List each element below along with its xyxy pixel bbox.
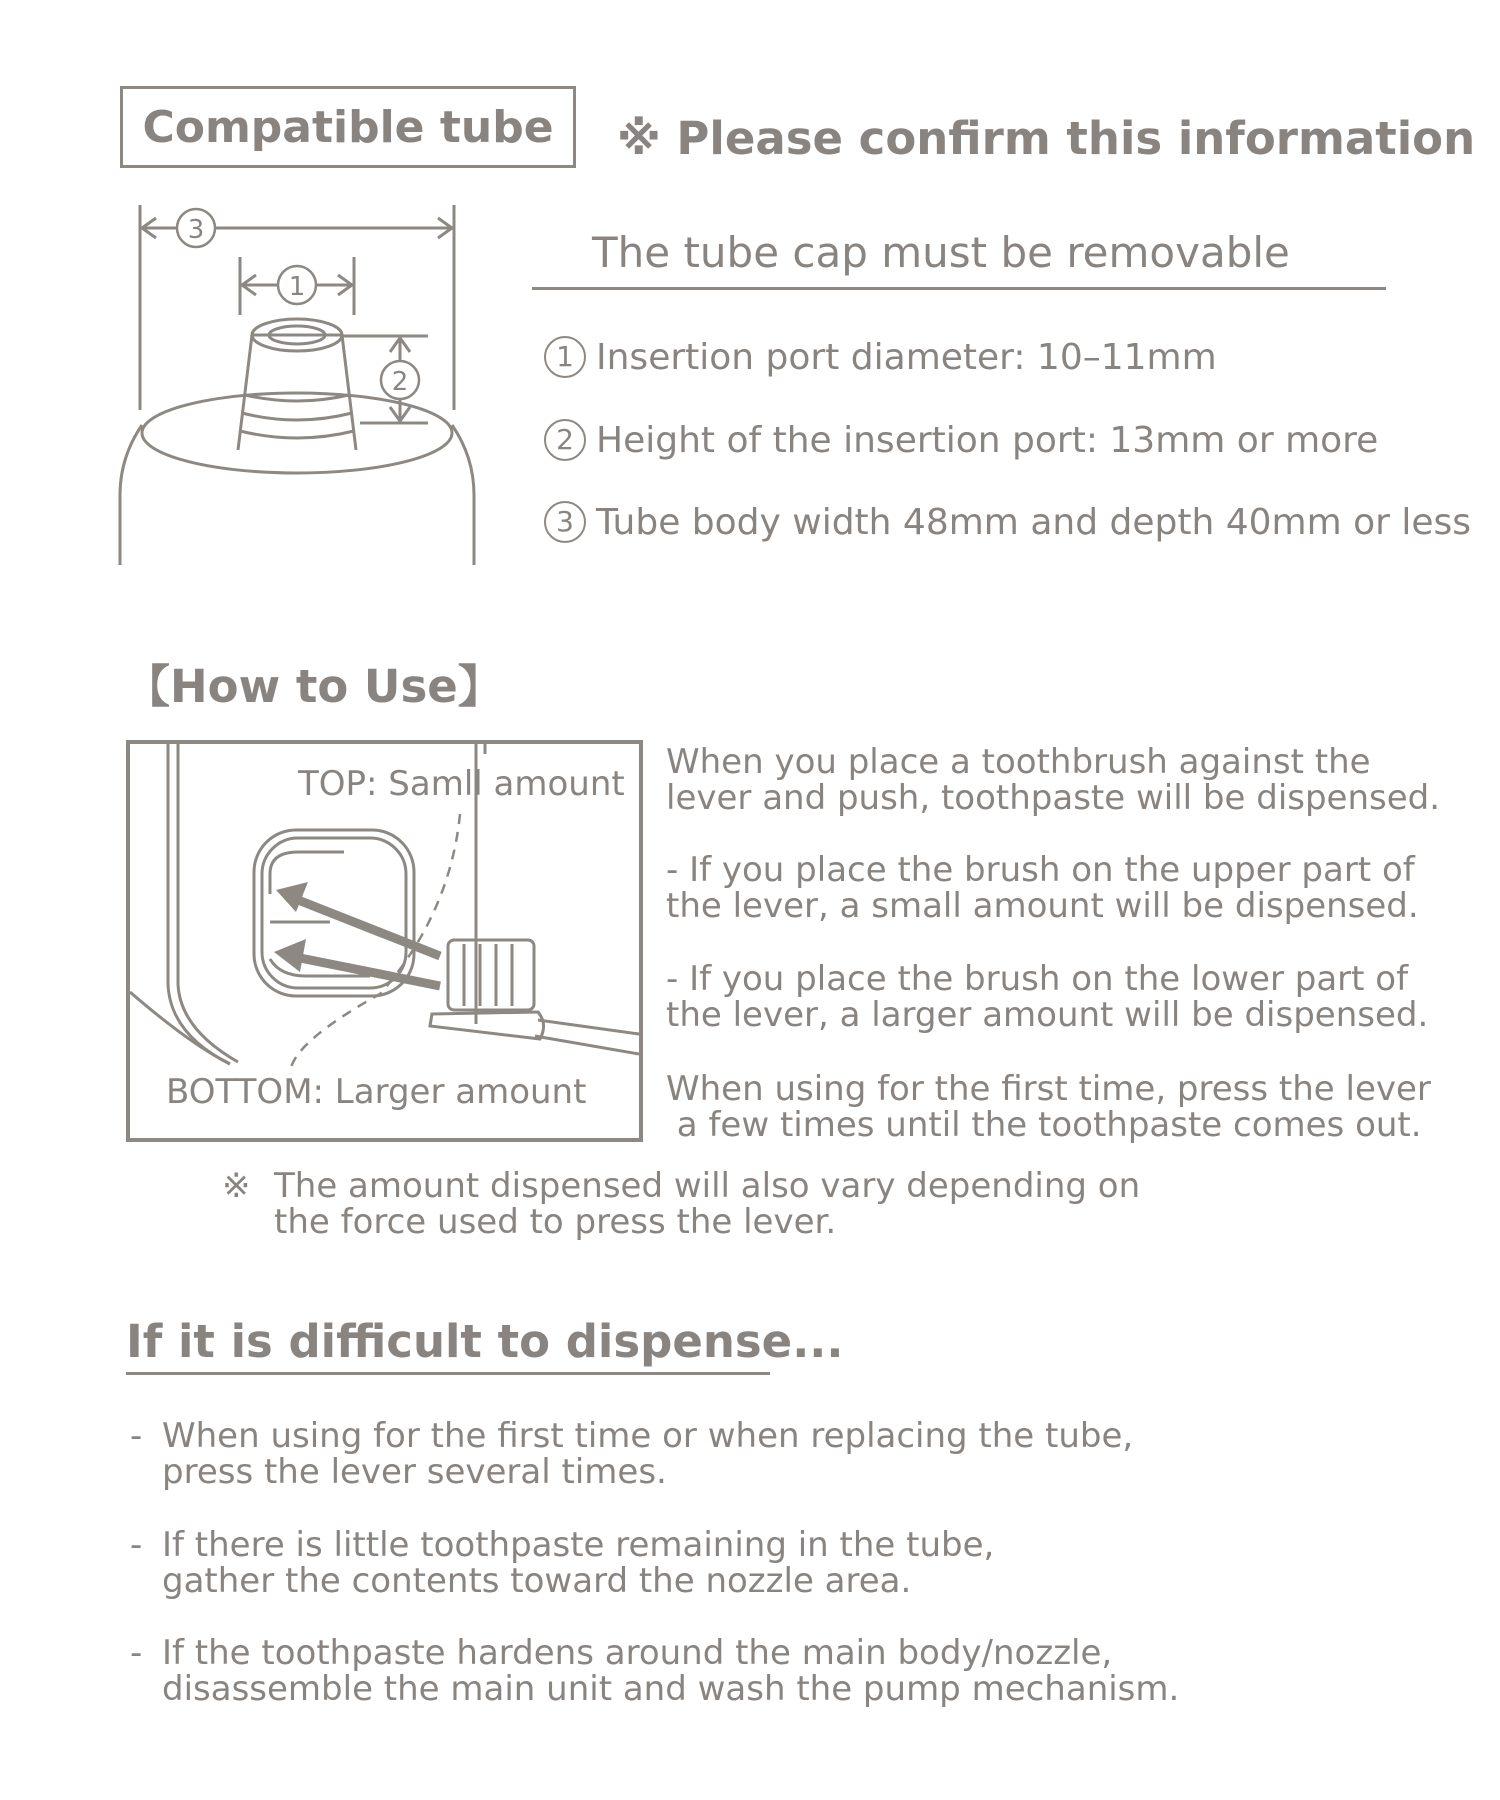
spec-text: Tube body width 48mm and depth 40mm or less [596, 501, 1472, 543]
dimension-label-3: 3 [187, 215, 205, 245]
top-small-amount-label: TOP: Samll amount [298, 764, 625, 804]
paragraph-line: the lever, a larger amount will be dispensed. [666, 995, 1429, 1035]
tip-line: disassemble the main unit and wash the pump mechanism. [162, 1669, 1180, 1709]
paragraph-line: lever and push, toothpaste will be dispensed. [666, 778, 1441, 818]
paragraph-line: When using for the first time, press the lever [666, 1069, 1431, 1109]
bottom-larger-amount-label: BOTTOM: Larger amount [166, 1072, 587, 1112]
cap-removable-heading: The tube cap must be removable [592, 228, 1290, 277]
tip-line: If there is little toothpaste remaining in the tube, [162, 1525, 995, 1565]
dimension-label-2: 2 [391, 367, 409, 397]
usage-paragraph [666, 744, 1440, 816]
spec-text: Height of the insertion port: 13mm or more [596, 419, 1379, 461]
spec-number: 3 [544, 501, 586, 543]
paragraph-line: When you place a toothbrush against the [666, 742, 1371, 782]
tip-item [130, 1418, 1133, 1490]
tip-line: press the lever several times. [162, 1452, 667, 1492]
tip-line: When using for the first time or when replacing the tube, [162, 1416, 1134, 1456]
spec-item [544, 501, 1471, 543]
bullet-dash: - [130, 1525, 143, 1565]
paragraph-line: - If you place the brush on the lower part of [666, 959, 1409, 999]
difficult-dispense-heading: If it is difficult to dispense... [126, 1315, 844, 1368]
bullet-dash: - [130, 1416, 143, 1456]
paragraph-line: a few times until the toothpaste comes out. [666, 1105, 1422, 1145]
note-line: The amount dispensed will also vary depending on [274, 1166, 1141, 1206]
usage-paragraph [666, 961, 1428, 1033]
spec-item [544, 419, 1378, 461]
spec-item [544, 336, 1217, 378]
compatible-tube-title: Compatible tube [120, 86, 576, 168]
spec-text: Insertion port diameter: 10–11mm [596, 336, 1217, 378]
confirm-info-heading: ※ Please confirm this information [617, 112, 1476, 165]
note-mark: ※ [222, 1166, 251, 1206]
tip-line: gather the contents toward the nozzle area. [162, 1561, 912, 1601]
dimension-label-1: 1 [288, 272, 306, 302]
paragraph-line: - If you place the brush on the upper part of [666, 850, 1415, 890]
spec-number: 1 [544, 336, 586, 378]
usage-paragraph [666, 1071, 1431, 1143]
tube-dimension-diagram [110, 195, 490, 575]
lever-usage-diagram [126, 740, 643, 1142]
force-note [222, 1168, 1140, 1240]
tip-item [130, 1527, 994, 1599]
tip-item [130, 1635, 1179, 1707]
usage-paragraph [666, 852, 1419, 924]
bullet-dash: - [130, 1633, 143, 1673]
paragraph-line: the lever, a small amount will be dispensed. [666, 886, 1419, 926]
how-to-use-heading: 【How to Use】 [125, 660, 503, 713]
tip-line: If the toothpaste hardens around the main body/nozzle, [162, 1633, 1113, 1673]
difficult-heading-underline [126, 1372, 770, 1375]
spec-number: 2 [544, 419, 586, 461]
note-line: the force used to press the lever. [274, 1202, 837, 1242]
cap-heading-underline [532, 287, 1386, 290]
